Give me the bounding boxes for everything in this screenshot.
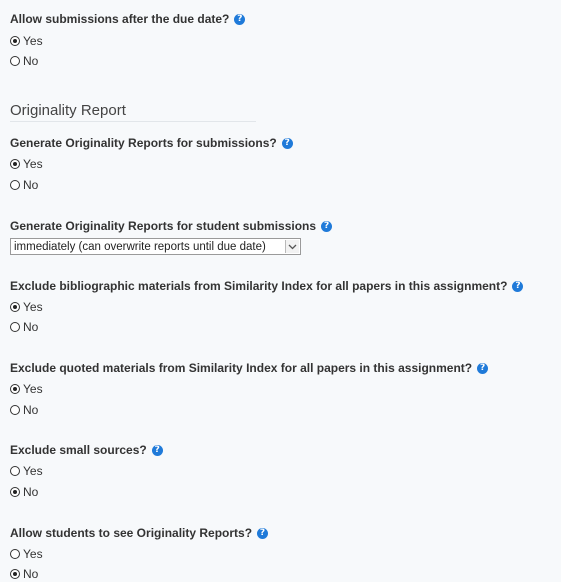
option-label: No bbox=[23, 54, 39, 68]
generate-reports-label: Generate Originality Reports for submissions? bbox=[10, 136, 277, 150]
section-divider bbox=[10, 121, 256, 122]
help-icon[interactable]: ? bbox=[234, 14, 245, 25]
option-label: No bbox=[23, 567, 39, 581]
exclude-bibliographic-yes[interactable] bbox=[10, 300, 43, 314]
exclude-quoted-no[interactable] bbox=[10, 403, 38, 417]
students-see-question bbox=[10, 526, 268, 540]
exclude-bibliographic-label: Exclude bibliographic materials from Similarity Index for all papers in this assignment? bbox=[10, 279, 508, 293]
radio-button-selected[interactable] bbox=[10, 302, 20, 312]
student-submissions-label: Generate Originality Reports for student submissions bbox=[10, 219, 317, 233]
radio-button[interactable] bbox=[10, 56, 20, 66]
section-title: Originality Report bbox=[10, 102, 126, 119]
radio-button-selected[interactable] bbox=[10, 569, 20, 579]
exclude-small-question bbox=[10, 443, 163, 457]
option-label: No bbox=[23, 178, 39, 192]
option-label: No bbox=[23, 320, 39, 334]
radio-button[interactable] bbox=[10, 322, 20, 332]
radio-button-selected[interactable] bbox=[10, 487, 20, 497]
exclude-quoted-yes[interactable] bbox=[10, 382, 43, 396]
option-label: Yes bbox=[23, 157, 43, 171]
students-see-no[interactable] bbox=[10, 567, 38, 581]
option-label: No bbox=[23, 485, 39, 499]
option-label: Yes bbox=[23, 382, 43, 396]
help-icon[interactable]: ? bbox=[321, 221, 332, 232]
option-label: Yes bbox=[23, 547, 43, 561]
option-label: No bbox=[23, 403, 39, 417]
radio-button-selected[interactable] bbox=[10, 159, 20, 169]
option-label: Yes bbox=[23, 300, 43, 314]
help-icon[interactable]: ? bbox=[512, 281, 523, 292]
generate-reports-question bbox=[10, 136, 293, 150]
student-submissions-question bbox=[10, 219, 332, 233]
exclude-small-no[interactable] bbox=[10, 485, 38, 499]
exclude-bibliographic-question bbox=[10, 279, 523, 293]
radio-button[interactable] bbox=[10, 180, 20, 190]
radio-button[interactable] bbox=[10, 405, 20, 415]
radio-button[interactable] bbox=[10, 549, 20, 559]
late-submissions-label: Allow submissions after the due date? bbox=[10, 12, 230, 26]
radio-button-selected[interactable] bbox=[10, 36, 20, 46]
option-label: Yes bbox=[23, 34, 43, 48]
late-submissions-question bbox=[10, 12, 245, 26]
late-submissions-no[interactable] bbox=[10, 54, 38, 68]
generate-reports-no[interactable] bbox=[10, 178, 38, 192]
exclude-small-yes[interactable] bbox=[10, 464, 43, 478]
help-icon[interactable]: ? bbox=[282, 138, 293, 149]
chevron-down-icon[interactable] bbox=[285, 240, 299, 253]
exclude-small-label: Exclude small sources? bbox=[10, 443, 147, 457]
exclude-bibliographic-no[interactable] bbox=[10, 320, 38, 334]
help-icon[interactable]: ? bbox=[152, 445, 163, 456]
late-submissions-yes[interactable] bbox=[10, 34, 43, 48]
help-icon[interactable]: ? bbox=[257, 528, 268, 539]
students-see-yes[interactable] bbox=[10, 547, 43, 561]
help-icon[interactable]: ? bbox=[477, 363, 488, 374]
generate-reports-yes[interactable] bbox=[10, 157, 43, 171]
report-timing-select[interactable] bbox=[10, 238, 301, 255]
students-see-label: Allow students to see Originality Reports? bbox=[10, 526, 253, 540]
exclude-quoted-question bbox=[10, 361, 488, 375]
exclude-quoted-label: Exclude quoted materials from Similarity Index for all papers in this assignment? bbox=[10, 361, 473, 375]
radio-button[interactable] bbox=[10, 466, 20, 476]
option-label: Yes bbox=[23, 464, 43, 478]
radio-button-selected[interactable] bbox=[10, 384, 20, 394]
select-value: immediately (can overwrite reports until due date) bbox=[14, 240, 266, 253]
